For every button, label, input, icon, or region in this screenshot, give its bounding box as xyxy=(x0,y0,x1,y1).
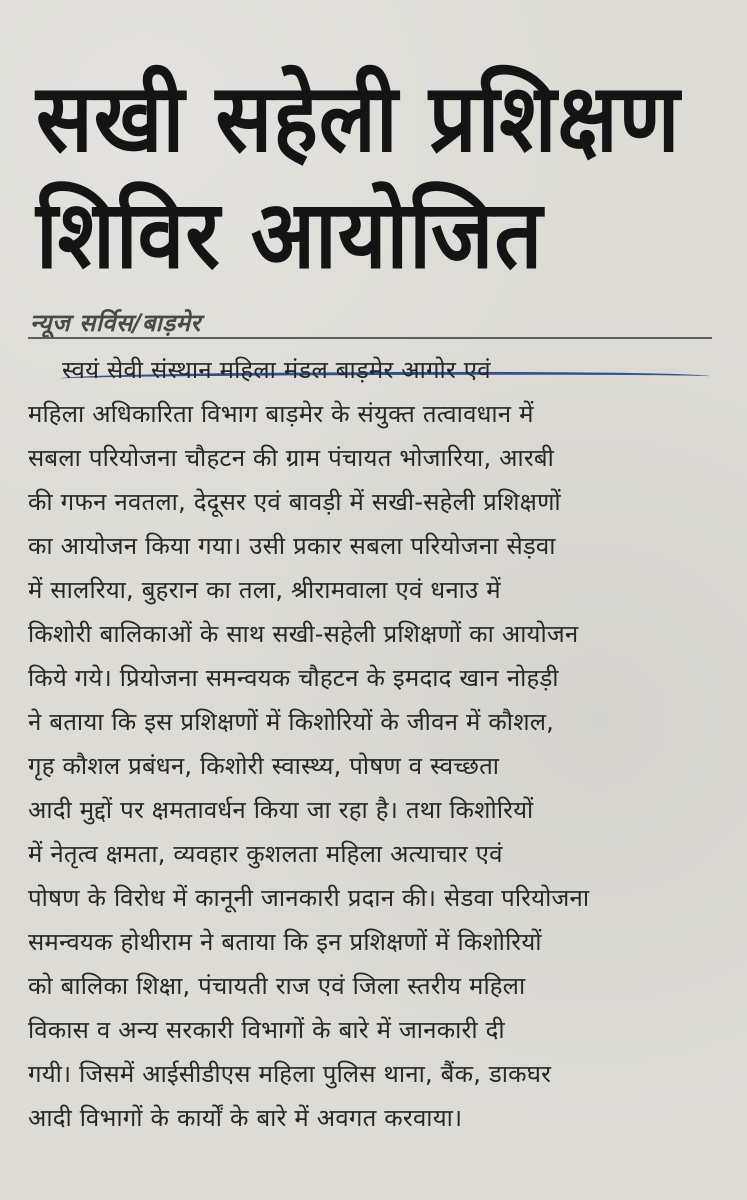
article-line: महिला अधिकारिता विभाग बाड़मेर के संयुक्त तत्वावधान में xyxy=(28,400,534,428)
headline-line-2: शिविर आयोजित xyxy=(36,179,544,290)
article-line: किशोरी बालिकाओं के साथ सखी-सहेली प्रशिक्षणों का आयोजन xyxy=(28,620,579,648)
article-line: स्वयं सेवी संस्थान महिला मंडल बाड़मेर आगोर एवं xyxy=(62,356,491,384)
article-line: गृह कौशल प्रबंधन, किशोरी स्वास्थ्य, पोषण व स्वच्छता xyxy=(28,752,500,780)
headline-line-1: सखी सहेली प्रशिक्षण xyxy=(36,63,681,174)
article-line: किये गये। प्रियोजना समन्वयक चौहटन के इमदाद खान नोहड़ी xyxy=(28,664,559,692)
article-line: आदी विभागों के कार्यों के बारे में अवगत करवाया। xyxy=(28,1104,463,1132)
article-line: को बालिका शिक्षा, पंचायती राज एवं जिला स्तरीय महिला xyxy=(28,972,526,1000)
article-line: पोषण के विरोध में कानूनी जानकारी प्रदान की। सेडवा परियोजना xyxy=(28,884,590,912)
byline: न्यूज सर्विस/बाड़मेर xyxy=(30,309,201,337)
article-line: में नेतृत्व क्षमता, व्यवहार कुशलता महिला अत्याचार एवं xyxy=(28,840,503,868)
article-line: में सालरिया, बुहरान का तला, श्रीरामवाला एवं धनाउ में xyxy=(28,576,501,604)
article-line: का आयोजन किया गया। उसी प्रकार सबला परियोजना सेड़वा xyxy=(28,532,556,560)
byline-rule xyxy=(28,337,712,339)
article-line: विकास व अन्य सरकारी विभागों के बारे में जानकारी दी xyxy=(28,1016,505,1044)
article-body xyxy=(28,348,713,1140)
article-line: सबला परियोजना चौहटन की ग्राम पंचायत भोजारिया, आरबी xyxy=(28,444,554,472)
article-line: गयी। जिसमें आईसीडीएस महिला पुलिस थाना, बैंक, डाकघर xyxy=(28,1060,552,1088)
article-line: आदी मुद्दों पर क्षमतावर्धन किया जा रहा है। तथा किशोरियों xyxy=(28,796,534,824)
article-line: की गफन नवतला, देदूसर एवं बावड़ी में सखी-सहेली प्रशिक्षणों xyxy=(28,488,561,516)
article-line: समन्वयक होथीराम ने बताया कि इन प्रशिक्षणों में किशोरियों xyxy=(28,928,542,956)
article-line: ने बताया कि इस प्रशिक्षणों में किशोरियों के जीवन में कौशल, xyxy=(28,708,555,736)
headline xyxy=(36,60,716,293)
